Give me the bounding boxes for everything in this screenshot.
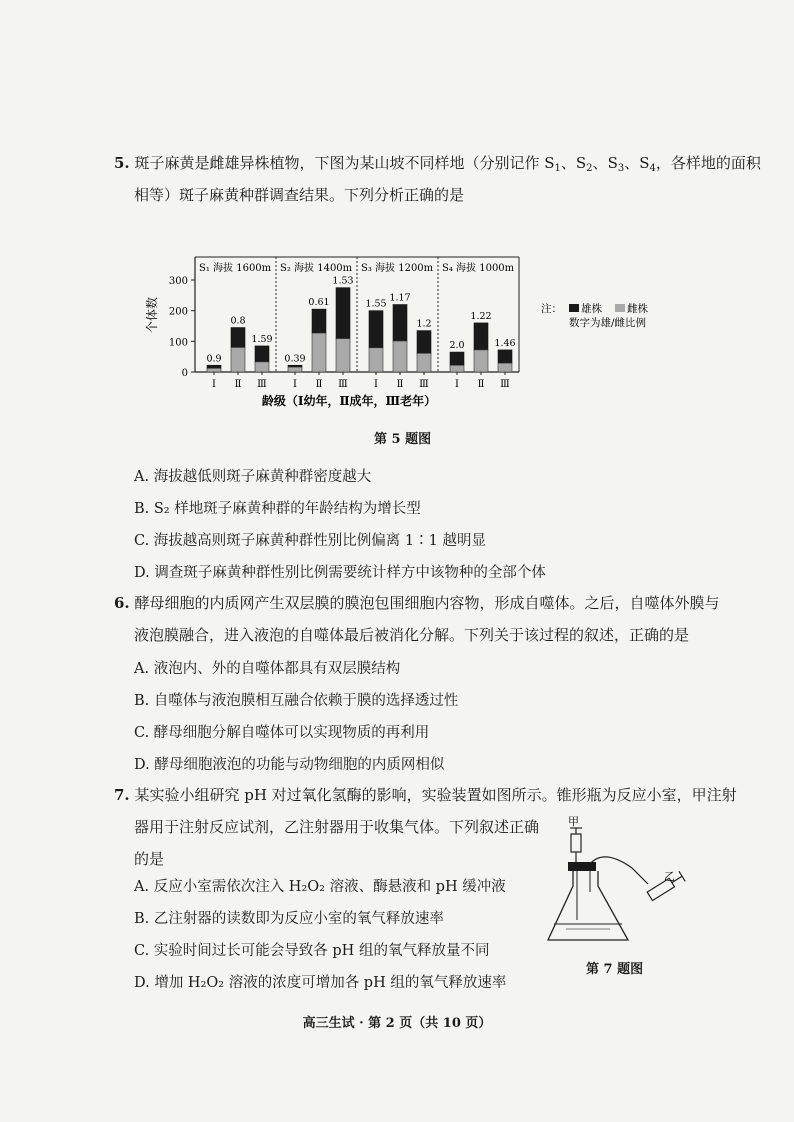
bar-male [255, 346, 269, 362]
bar-female [474, 350, 488, 372]
bar-female [450, 365, 464, 372]
x-tick-label: Ⅱ [396, 379, 404, 390]
q5-option-b: B. S₂ 样地斑子麻黄种群的年龄结构为增长型 [134, 501, 421, 517]
q6-stem-line1: 6. 酵母细胞的内质网产生双层膜的膜泡包围细胞内容物，形成自噬体。之后，自噬体外膜与 [114, 594, 720, 612]
ratio-label: 0.61 [308, 297, 330, 309]
bar-male [498, 350, 512, 363]
y-tick-label: 200 [168, 306, 188, 318]
bar-male [207, 365, 221, 368]
group-label: S₃ 海拔 1200m [361, 263, 434, 274]
ratio-label: 1.22 [470, 310, 492, 322]
conical-flask-icon [548, 871, 628, 940]
q7-option-d: D. 增加 H₂O₂ 溶液的浓度可增加各 pH 组的氧气释放速率 [134, 975, 507, 991]
ratio-label: 0.8 [230, 315, 246, 327]
bar-male [474, 323, 488, 350]
bar-female [417, 353, 431, 372]
x-axis-label: 龄级（Ⅰ幼年，Ⅱ成年，Ⅲ老年） [261, 394, 437, 408]
legend-swatch-male [569, 304, 579, 312]
q5-option-d: D. 调查斑子麻黄种群性别比例需要统计样方中该物种的全部个体 [134, 565, 546, 581]
q7-figure-caption: 第 7 题图 [586, 962, 644, 977]
x-tick-label: Ⅰ [374, 379, 378, 390]
rubber-stopper [568, 862, 596, 871]
bar-male [417, 331, 431, 354]
q5-text-a: 斑子麻黄是雌雄异株植物，下图为某山坡不同样地（分别记作 S [134, 154, 555, 172]
q5-option-c: C. 海拔越高则斑子麻黄种群性别比例偏离 1∶1 越明显 [134, 533, 486, 549]
x-tick-label: Ⅲ [500, 379, 510, 390]
y-axis-label: 个体数 [145, 296, 159, 334]
q5-number: 5. [114, 154, 130, 172]
x-tick-label: Ⅲ [338, 379, 348, 390]
bar-female [498, 363, 512, 372]
ratio-label: 1.2 [416, 318, 432, 330]
q5-figure-caption: 第 5 题图 [374, 432, 432, 447]
flask-apparatus-figure [540, 812, 700, 950]
x-tick-label: Ⅰ [455, 379, 459, 390]
legend-note: 数字为雄/雌比例 [569, 317, 647, 329]
group-label: S₂ 海拔 1400m [280, 263, 353, 274]
q5-stem-line1: 5. 斑子麻黄是雌雄异株植物，下图为某山坡不同样地（分别记作 $S_1$、$S_2$、$S_3$、$S_4$，各样地的面积 [114, 154, 761, 174]
bar-female [207, 368, 221, 372]
q6-number: 6. [114, 594, 130, 612]
bar-female [336, 339, 350, 372]
q5-text-b: ，各样地的面积 [655, 154, 761, 172]
x-tick-label: Ⅱ [234, 379, 242, 390]
bar-female [255, 362, 269, 372]
q7-option-a: A. 反应小室需依次注入 H₂O₂ 溶液、酶悬液和 pH 缓冲液 [134, 879, 506, 895]
q7-option-c: C. 实验时间过长可能会导致各 pH 组的氧气释放量不同 [134, 943, 490, 959]
q7-number: 7. [114, 786, 130, 804]
x-tick-label: Ⅱ [477, 379, 485, 390]
q6-option-c: C. 酵母细胞分解自噬体可以实现物质的再利用 [134, 725, 430, 741]
group-label: S₁ 海拔 1600m [199, 263, 272, 274]
legend-swatch-female [615, 304, 625, 312]
x-tick-label: Ⅲ [419, 379, 429, 390]
ratio-label: 0.39 [284, 353, 306, 365]
q7-option-b: B. 乙注射器的读数即为反应小室的氧气释放速率 [134, 911, 444, 927]
y-tick-label: 100 [168, 337, 188, 349]
population-bar-chart [140, 245, 680, 415]
ratio-label: 1.53 [332, 275, 354, 287]
bar-male [312, 309, 326, 333]
legend-prefix: 注： [541, 303, 562, 315]
x-tick-label: Ⅲ [257, 379, 267, 390]
q7-stem-line3: 的是 [134, 850, 165, 868]
ratio-label: 0.9 [206, 353, 222, 365]
q6-option-d: D. 酵母细胞液泡的功能与动物细胞的内质网相似 [134, 757, 445, 773]
legend-label-female: 雌株 [627, 303, 648, 315]
q5-stem-line2: 相等）斑子麻黄种群调查结果。下列分析正确的是 [134, 186, 465, 204]
bar-male [336, 288, 350, 339]
bar-female [393, 341, 407, 372]
bar-female [369, 348, 383, 372]
syringe-yi-label: 乙 [664, 870, 675, 883]
page-footer: 高三生试 · 第 2 页（共 10 页） [302, 1016, 492, 1031]
bar-male [393, 305, 407, 341]
bar-female [312, 333, 326, 372]
q7-stem-line2: 器用于注射反应试剂，乙注射器用于收集气体。下列叙述正确 [134, 818, 540, 836]
bar-female [288, 367, 302, 372]
y-tick-label: 300 [168, 276, 188, 287]
ratio-label: 1.59 [251, 333, 273, 345]
ratio-label: 2.0 [449, 340, 465, 352]
syringe-jia-icon [570, 828, 582, 862]
ratio-label: 1.46 [494, 337, 516, 349]
q6-option-b: B. 自噬体与液泡膜相互融合依赖于膜的选择透过性 [134, 693, 459, 709]
q6-option-a: A. 液泡内、外的自噬体都具有双层膜结构 [134, 661, 401, 677]
bar-male [231, 328, 245, 348]
ratio-label: 1.17 [389, 292, 411, 304]
legend-label-male: 雄株 [581, 303, 602, 315]
bar-female [231, 347, 245, 372]
q7-stem-line1: 7. 某实验小组研究 pH 对过氧化氢酶的影响，实验装置如图所示。锥形瓶为反应小室，甲注射 [114, 786, 737, 804]
x-tick-label: Ⅱ [315, 379, 323, 390]
group-label: S₄ 海拔 1000m [442, 263, 515, 274]
ratio-label: 1.55 [365, 298, 387, 310]
q6-stem-line2: 液泡膜融合，进入液泡的自噬体最后被消化分解。下列关于该过程的叙述，正确的是 [134, 626, 690, 644]
y-tick-label: 0 [181, 368, 188, 379]
x-tick-label: Ⅰ [293, 379, 297, 390]
x-tick-label: Ⅰ [212, 379, 216, 390]
bar-male [369, 311, 383, 348]
syringe-jia-label: 甲 [568, 815, 579, 828]
bar-male [450, 352, 464, 365]
q5-option-a: A. 海拔越低则斑子麻黄种群密度越大 [134, 469, 372, 485]
